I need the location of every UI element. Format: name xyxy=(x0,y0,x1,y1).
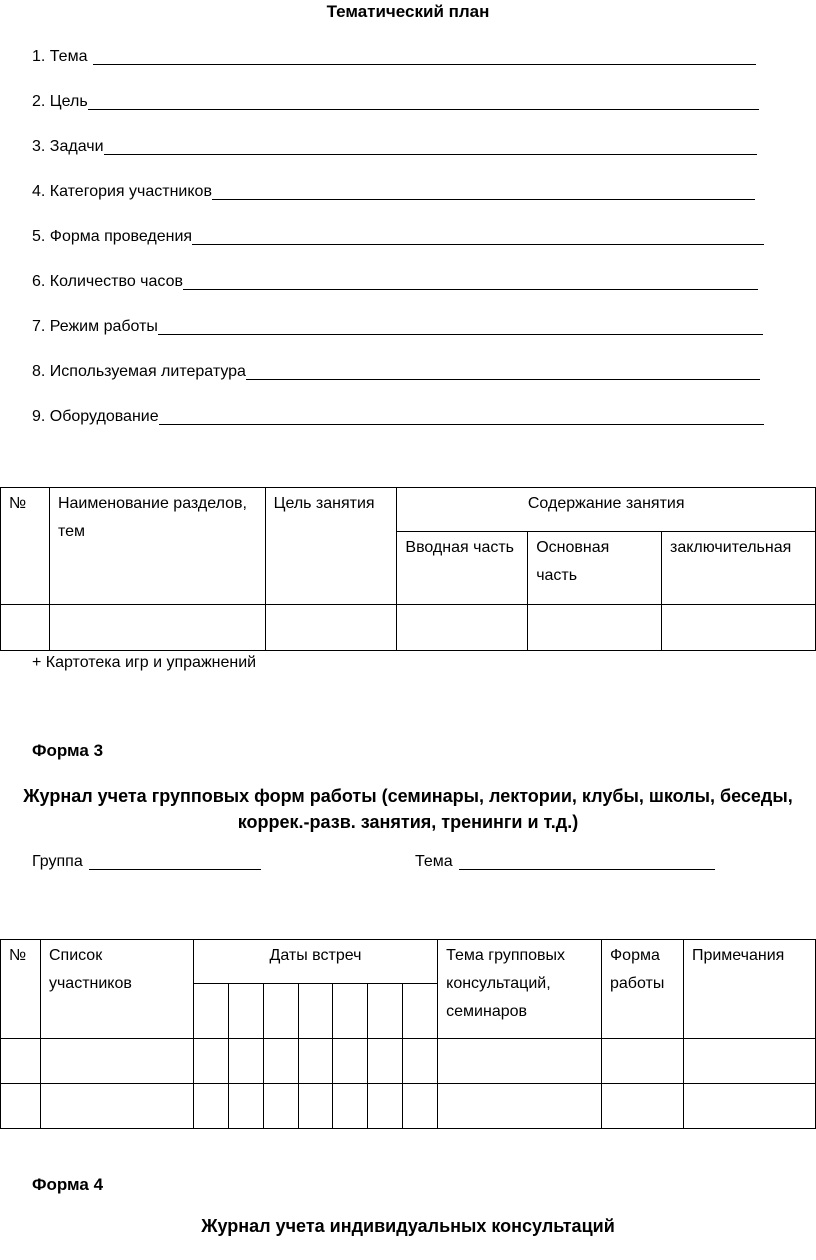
form4-heading: Форма 4 xyxy=(32,1175,104,1194)
field-hours-line[interactable] xyxy=(183,271,758,290)
table-cell[interactable] xyxy=(263,1039,298,1084)
field-participants[interactable] xyxy=(32,180,755,204)
field-literature-line[interactable] xyxy=(246,361,760,380)
field-equipment-label: 9. Оборудование xyxy=(32,408,159,425)
topic-line[interactable] xyxy=(459,851,715,870)
header-final-part: заключительная xyxy=(662,532,816,605)
table-cell[interactable] xyxy=(438,1039,602,1084)
table-cell[interactable] xyxy=(602,1084,684,1129)
table-cell[interactable] xyxy=(263,1084,298,1129)
field-goal[interactable] xyxy=(32,90,759,114)
header-main-part: Основная часть xyxy=(528,532,662,605)
date-cell[interactable] xyxy=(228,984,263,1039)
field-topic[interactable] xyxy=(32,45,756,69)
date-cell[interactable] xyxy=(193,984,228,1039)
field-tasks[interactable] xyxy=(32,135,757,159)
field-mode[interactable] xyxy=(32,315,763,339)
table-cell[interactable] xyxy=(193,1039,228,1084)
field-tasks-label: 3. Задачи xyxy=(32,138,104,155)
field-form-line[interactable] xyxy=(192,226,764,245)
topic-label: Тема xyxy=(415,853,453,870)
group-label: Группа xyxy=(32,853,83,870)
header-notes: Примечания xyxy=(683,940,815,1039)
table-cell[interactable] xyxy=(298,1039,333,1084)
header-lesson-goal: Цель занятия xyxy=(265,488,397,605)
header-intro-part: Вводная часть xyxy=(397,532,528,605)
header-meeting-dates: Даты встреч xyxy=(193,940,437,984)
table-cell[interactable] xyxy=(228,1039,263,1084)
header-number: № xyxy=(1,940,41,1039)
table-cell[interactable] xyxy=(40,1039,193,1084)
header-work-form: Форма работы xyxy=(602,940,684,1039)
group-line[interactable] xyxy=(89,851,261,870)
table-cell[interactable] xyxy=(228,1084,263,1129)
table-cell[interactable] xyxy=(662,605,816,651)
header-participant-list: Список участников xyxy=(40,940,193,1039)
table-cell[interactable] xyxy=(403,1084,438,1129)
date-cell[interactable] xyxy=(333,984,368,1039)
table-cell[interactable] xyxy=(368,1084,403,1129)
field-goal-label: 2. Цель xyxy=(32,93,88,110)
table-cell[interactable] xyxy=(265,605,397,651)
table-cell[interactable] xyxy=(683,1039,815,1084)
form4-title: Журнал учета индивидуальных консультаций xyxy=(201,1216,615,1236)
field-form-label: 5. Форма проведения xyxy=(32,228,193,245)
header-lesson-content: Содержание занятия xyxy=(397,488,816,532)
group-work-table xyxy=(0,939,816,1129)
table-cell[interactable] xyxy=(1,605,50,651)
table-cell[interactable] xyxy=(1,1039,41,1084)
field-participants-label: 4. Категория участников xyxy=(32,183,212,200)
table-cell[interactable] xyxy=(403,1039,438,1084)
field-literature[interactable] xyxy=(32,360,760,384)
table-cell[interactable] xyxy=(602,1039,684,1084)
field-equipment[interactable] xyxy=(32,405,764,429)
field-participants-line[interactable] xyxy=(212,181,755,200)
field-goal-line[interactable] xyxy=(88,91,759,110)
table-cell[interactable] xyxy=(397,605,528,651)
card-file-note: + Картотека игр и упражнений xyxy=(32,654,257,671)
date-cell[interactable] xyxy=(368,984,403,1039)
table-cell[interactable] xyxy=(333,1039,368,1084)
field-literature-label: 8. Используемая литература xyxy=(32,363,246,380)
thematic-plan-table xyxy=(0,487,816,651)
date-cell[interactable] xyxy=(298,984,333,1039)
table-cell[interactable] xyxy=(683,1084,815,1129)
field-mode-line[interactable] xyxy=(158,316,763,335)
table-cell[interactable] xyxy=(438,1084,602,1129)
table-cell[interactable] xyxy=(49,605,265,651)
header-group-topic: Тема групповых консультаций, семинаров xyxy=(438,940,602,1039)
field-mode-label: 7. Режим работы xyxy=(32,318,158,335)
field-topic-label: 1. Тема xyxy=(32,48,88,65)
table-cell[interactable] xyxy=(333,1084,368,1129)
table-cell[interactable] xyxy=(528,605,662,651)
form3-title: Журнал учета групповых форм работы (семинары, лектории, клубы, школы, беседы, коррек.-разв. занятия, тренинги и т.д.) xyxy=(23,786,793,832)
thematic-plan-title: Тематический план xyxy=(326,2,490,21)
table-cell[interactable] xyxy=(193,1084,228,1129)
field-equipment-line[interactable] xyxy=(159,406,764,425)
field-tasks-line[interactable] xyxy=(104,136,757,155)
field-hours-label: 6. Количество часов xyxy=(32,273,183,290)
date-cell[interactable] xyxy=(263,984,298,1039)
header-section-name: Наименование разделов, тем xyxy=(49,488,265,605)
header-number: № xyxy=(1,488,50,605)
table-cell[interactable] xyxy=(1,1084,41,1129)
field-topic-line[interactable] xyxy=(93,46,756,65)
field-form[interactable] xyxy=(32,225,764,249)
table-cell[interactable] xyxy=(40,1084,193,1129)
topic-field[interactable] xyxy=(415,850,715,874)
form3-heading: Форма 3 xyxy=(32,741,104,760)
table-cell[interactable] xyxy=(368,1039,403,1084)
group-field[interactable] xyxy=(32,850,261,874)
date-cell[interactable] xyxy=(403,984,438,1039)
field-hours[interactable] xyxy=(32,270,758,294)
table-cell[interactable] xyxy=(298,1084,333,1129)
